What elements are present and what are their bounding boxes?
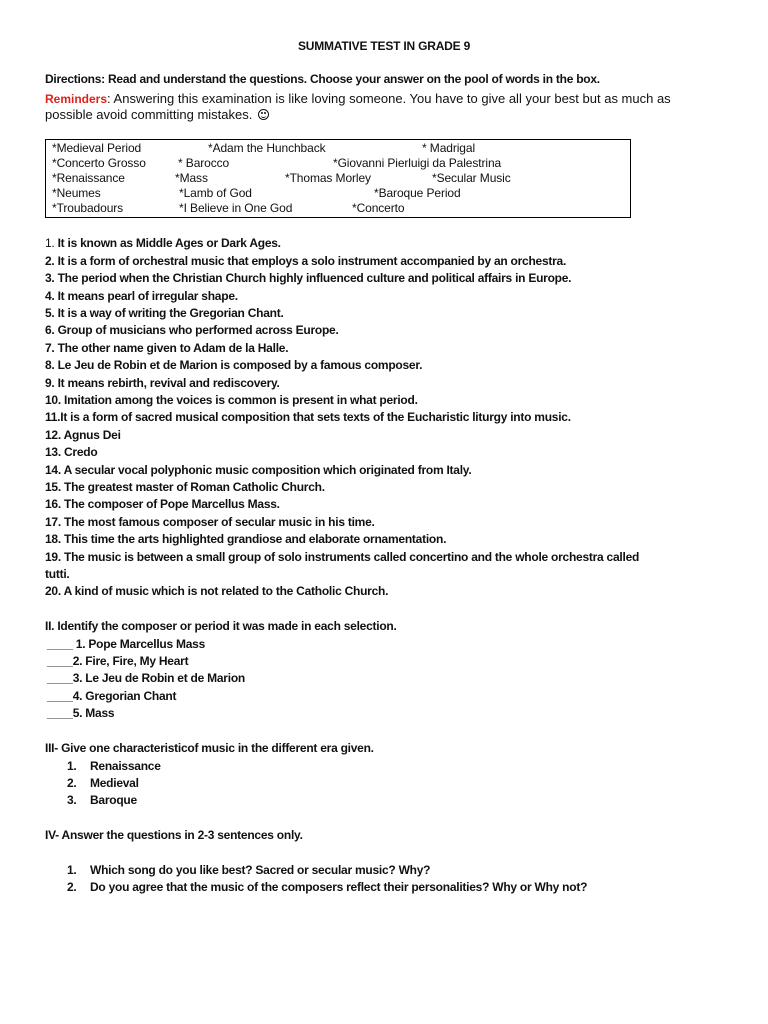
word-pool-item: * Barocco <box>178 156 230 170</box>
question-8: 8. Le Jeu de Robin et de Marion is composed by a famous composer. <box>45 358 423 372</box>
reminders-text: : Answering this examination is like loving someone. You have to give all your best but as much as possible avoid committing mistakes. <box>45 91 671 122</box>
directions: Directions: Read and understand the questions. Choose your answer on the pool of words in the box. <box>45 72 600 86</box>
part3-item-number: 1. <box>67 759 77 773</box>
word-pool-box <box>45 139 631 218</box>
question-10: 10. Imitation among the voices is common is present in what period. <box>45 393 418 407</box>
question-6: 6. Group of musicians who performed across Europe. <box>45 323 339 337</box>
part2-heading: II. Identify the composer or period it was made in each selection. <box>45 619 397 633</box>
part3-item: Renaissance <box>90 759 161 773</box>
part4-item-number: 1. <box>67 863 77 877</box>
word-pool-item: *Adam the Hunchback <box>208 141 326 155</box>
question-3: 3. The period when the Christian Church highly influenced culture and political affairs in Europe. <box>45 271 572 285</box>
question-17: 17. The most famous composer of secular music in his time. <box>45 515 375 529</box>
word-pool-item: *Giovanni Pierluigi da Palestrina <box>333 156 502 170</box>
word-pool-item: *Renaissance <box>52 171 125 185</box>
part3-item-number: 3. <box>67 793 77 807</box>
question-1: 1. It is known as Middle Ages or Dark Ages. <box>45 236 281 250</box>
question-2: 2. It is a form of orchestral music that employs a solo instrument accompanied by an orchestra. <box>45 254 567 268</box>
word-pool-item: *Secular Music <box>432 171 511 185</box>
word-pool-item: *Troubadours <box>52 201 124 215</box>
part2-item: ____5. Mass <box>47 706 115 720</box>
smiley-icon <box>258 109 269 120</box>
question-4: 4. It means pearl of irregular shape. <box>45 289 238 303</box>
question-15: 15. The greatest master of Roman Catholic Church. <box>45 480 325 494</box>
question-14: 14. A secular vocal polyphonic music composition which originated from Italy. <box>45 463 472 477</box>
word-pool-item: *Thomas Morley <box>285 171 371 185</box>
page-title: SUMMATIVE TEST IN GRADE 9 <box>297 39 471 53</box>
part4-item-number: 2. <box>67 880 77 894</box>
word-pool-item: *Medieval Period <box>52 141 142 155</box>
word-pool-item: *Neumes <box>52 186 101 200</box>
question-18: 18. This time the arts highlighted grandiose and elaborate ornamentation. <box>45 532 447 546</box>
question-5: 5. It is a way of writing the Gregorian Chant. <box>45 306 284 320</box>
reminders-label: Reminders <box>45 92 108 106</box>
question-11: 11.It is a form of sacred musical composition that sets texts of the Eucharistic liturgy into music. <box>45 410 571 424</box>
part2-item: ____ 1. Pope Marcellus Mass <box>47 637 206 651</box>
question-7: 7. The other name given to Adam de la Halle. <box>45 341 289 355</box>
question-13: 13. Credo <box>45 445 98 459</box>
part2-item: ____4. Gregorian Chant <box>47 689 177 703</box>
question-19: 19. The music is between a small group of solo instruments called concertino and the whole orchestra called <box>45 550 640 564</box>
word-pool-item: *Concerto Grosso <box>52 156 146 170</box>
part4-item: Which song do you like best? Sacred or secular music? Why? <box>90 863 431 877</box>
part3-item: Baroque <box>90 793 137 807</box>
question-19-continued: tutti. <box>45 567 70 581</box>
word-pool-item: *Lamb of God <box>179 186 252 200</box>
part3-item: Medieval <box>90 776 139 790</box>
part3-item-number: 2. <box>67 776 77 790</box>
part4-heading: IV- Answer the questions in 2-3 sentences only. <box>45 828 303 842</box>
word-pool-item: *Mass <box>175 171 208 185</box>
reminders <box>45 91 685 123</box>
part3-heading: III- Give one characteristicof music in the different era given. <box>45 741 374 755</box>
part2-item: ____3. Le Jeu de Robin et de Marion <box>47 671 245 685</box>
part2-item: ____2. Fire, Fire, My Heart <box>47 654 189 668</box>
part4-item: Do you agree that the music of the composers reflect their personalities? Why or Why not? <box>90 880 588 894</box>
word-pool-item: *I Believe in One God <box>179 201 293 215</box>
word-pool-item: * Madrigal <box>422 141 476 155</box>
question-20: 20. A kind of music which is not related to the Catholic Church. <box>45 584 389 598</box>
question-16: 16. The composer of Pope Marcellus Mass. <box>45 497 280 511</box>
word-pool-item: *Concerto <box>352 201 405 215</box>
question-9: 9. It means rebirth, revival and rediscovery. <box>45 376 280 390</box>
question-12: 12. Agnus Dei <box>45 428 121 442</box>
word-pool-item: *Baroque Period <box>374 186 461 200</box>
